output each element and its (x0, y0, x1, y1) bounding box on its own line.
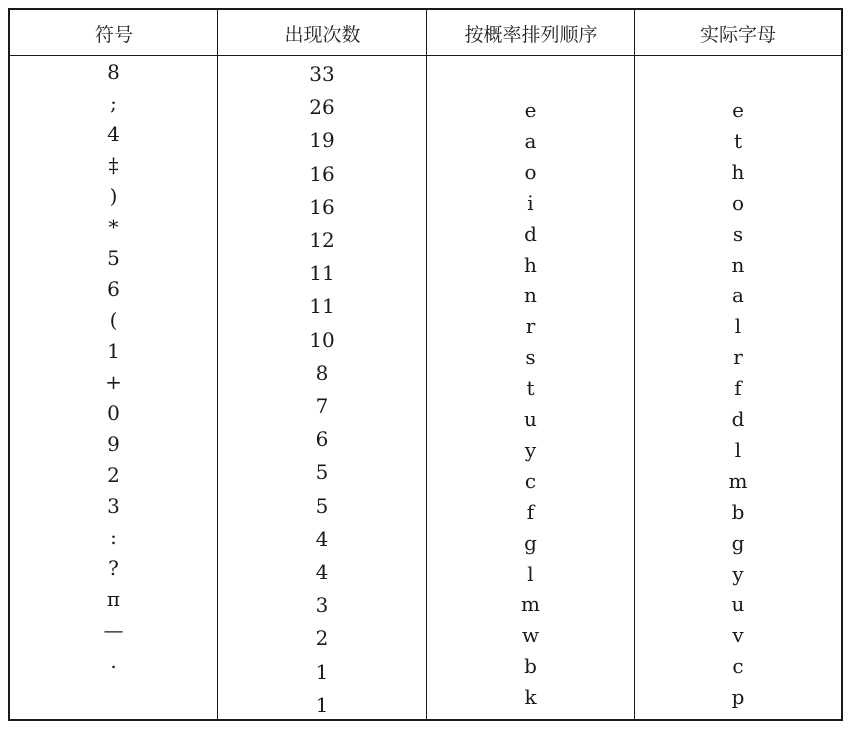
count-column (218, 10, 426, 719)
probability-order-cell: n (524, 283, 537, 308)
symbol-cell: + (105, 370, 122, 394)
actual-letter-cell: p (731, 685, 745, 710)
probability-order-cell: y (524, 437, 537, 462)
actual-letter-cell: e (732, 98, 744, 122)
count-cell: 4 (315, 560, 329, 584)
actual-letter-column (635, 10, 841, 719)
count-cell: 16 (309, 194, 335, 219)
probability-order-cell: c (524, 468, 537, 493)
count-cell: 7 (315, 394, 329, 418)
probability-order-cell: f (526, 499, 535, 524)
actual-letter-cell: h (731, 159, 745, 184)
probability-order-cell: i (527, 190, 534, 215)
count-cell: 10 (309, 327, 335, 352)
actual-letter-cell: c (732, 654, 744, 679)
count-cell: 12 (309, 228, 335, 252)
actual-letter-cell: d (731, 407, 745, 431)
probability-order-cell: s (525, 345, 536, 370)
actual-letter-cell: v (732, 623, 744, 648)
probability-order-cell: w (521, 623, 540, 648)
symbol-cell: ‡ (108, 153, 119, 177)
probability-order-cell: o (524, 159, 537, 184)
count-cell: 2 (315, 626, 329, 651)
probability-order-cell: r (525, 314, 536, 339)
symbol-cell: . (110, 649, 117, 673)
count-cell: 16 (309, 161, 335, 186)
symbol-cell: — (103, 618, 124, 642)
actual-letter-cell: t (733, 128, 743, 153)
symbol-cell: π (106, 587, 121, 611)
probability-order-cell: e (524, 98, 537, 122)
actual-letter-cell: l (734, 314, 742, 339)
count-cell: 26 (309, 95, 335, 120)
actual-letter-cell: l (734, 437, 742, 462)
count-cell: 11 (309, 261, 335, 286)
count-cell: 11 (309, 294, 335, 319)
actual-letter-cell: f (734, 376, 742, 401)
actual-letter-cell: u (731, 592, 745, 617)
probability-order-cell: u (524, 407, 537, 431)
header-probability-order: 按概率排列顺序 (464, 23, 598, 46)
symbol-cell: 9 (107, 432, 120, 456)
count-cell: 19 (309, 128, 335, 153)
header-actual-letter: 实际字母 (699, 23, 776, 46)
probability-order-cell: k (524, 685, 537, 710)
symbol-cell: 6 (107, 277, 120, 301)
probability-order-cell: a (524, 128, 537, 153)
actual-letter-cell: b (731, 499, 745, 524)
symbol-cell: ( (109, 308, 118, 332)
count-cell: 33 (309, 62, 335, 86)
symbol-cell: 5 (107, 246, 120, 270)
count-cell: 1 (315, 692, 329, 717)
probability-order-cell: m (521, 592, 540, 617)
probability-order-cell: b (524, 654, 537, 679)
count-cell: 1 (315, 659, 329, 684)
symbol-cell: ; (110, 91, 117, 115)
probability-order-cell: t (526, 376, 535, 401)
symbol-cell: * (108, 215, 119, 239)
count-cell: 3 (315, 593, 329, 618)
header-count: 出现次数 (284, 23, 361, 46)
symbol-cell: : (110, 525, 117, 549)
cipher-frequency-table (8, 8, 843, 721)
symbol-cell: 0 (107, 401, 120, 425)
symbol-cell: 3 (107, 494, 120, 518)
count-cell: 8 (315, 360, 329, 385)
symbol-cell: 4 (107, 122, 120, 146)
probability-order-cell: d (524, 221, 537, 246)
count-cell: 5 (315, 493, 329, 518)
probability-order-cell: l (527, 561, 534, 586)
header-symbol: 符号 (94, 23, 133, 46)
probability-order-column (427, 10, 634, 719)
actual-letter-cell: n (731, 252, 745, 277)
actual-letter-cell: g (731, 530, 745, 555)
symbol-cell: 2 (107, 463, 120, 487)
symbol-cell: ? (108, 556, 119, 580)
probability-order-cell: h (524, 252, 537, 277)
symbol-cell: 8 (107, 60, 120, 84)
count-cell: 6 (315, 427, 329, 452)
symbol-cell: 1 (107, 339, 120, 363)
actual-letter-cell: r (733, 345, 743, 370)
symbol-cell: ) (109, 184, 118, 208)
actual-letter-cell: m (728, 468, 748, 493)
count-cell: 5 (315, 460, 329, 485)
count-cell: 4 (315, 526, 329, 551)
probability-order-cell: g (524, 530, 537, 555)
actual-letter-cell: a (732, 283, 744, 308)
symbol-column (10, 10, 217, 719)
actual-letter-cell: y (732, 561, 744, 586)
actual-letter-cell: s (732, 221, 744, 246)
actual-letter-cell: o (731, 190, 745, 215)
